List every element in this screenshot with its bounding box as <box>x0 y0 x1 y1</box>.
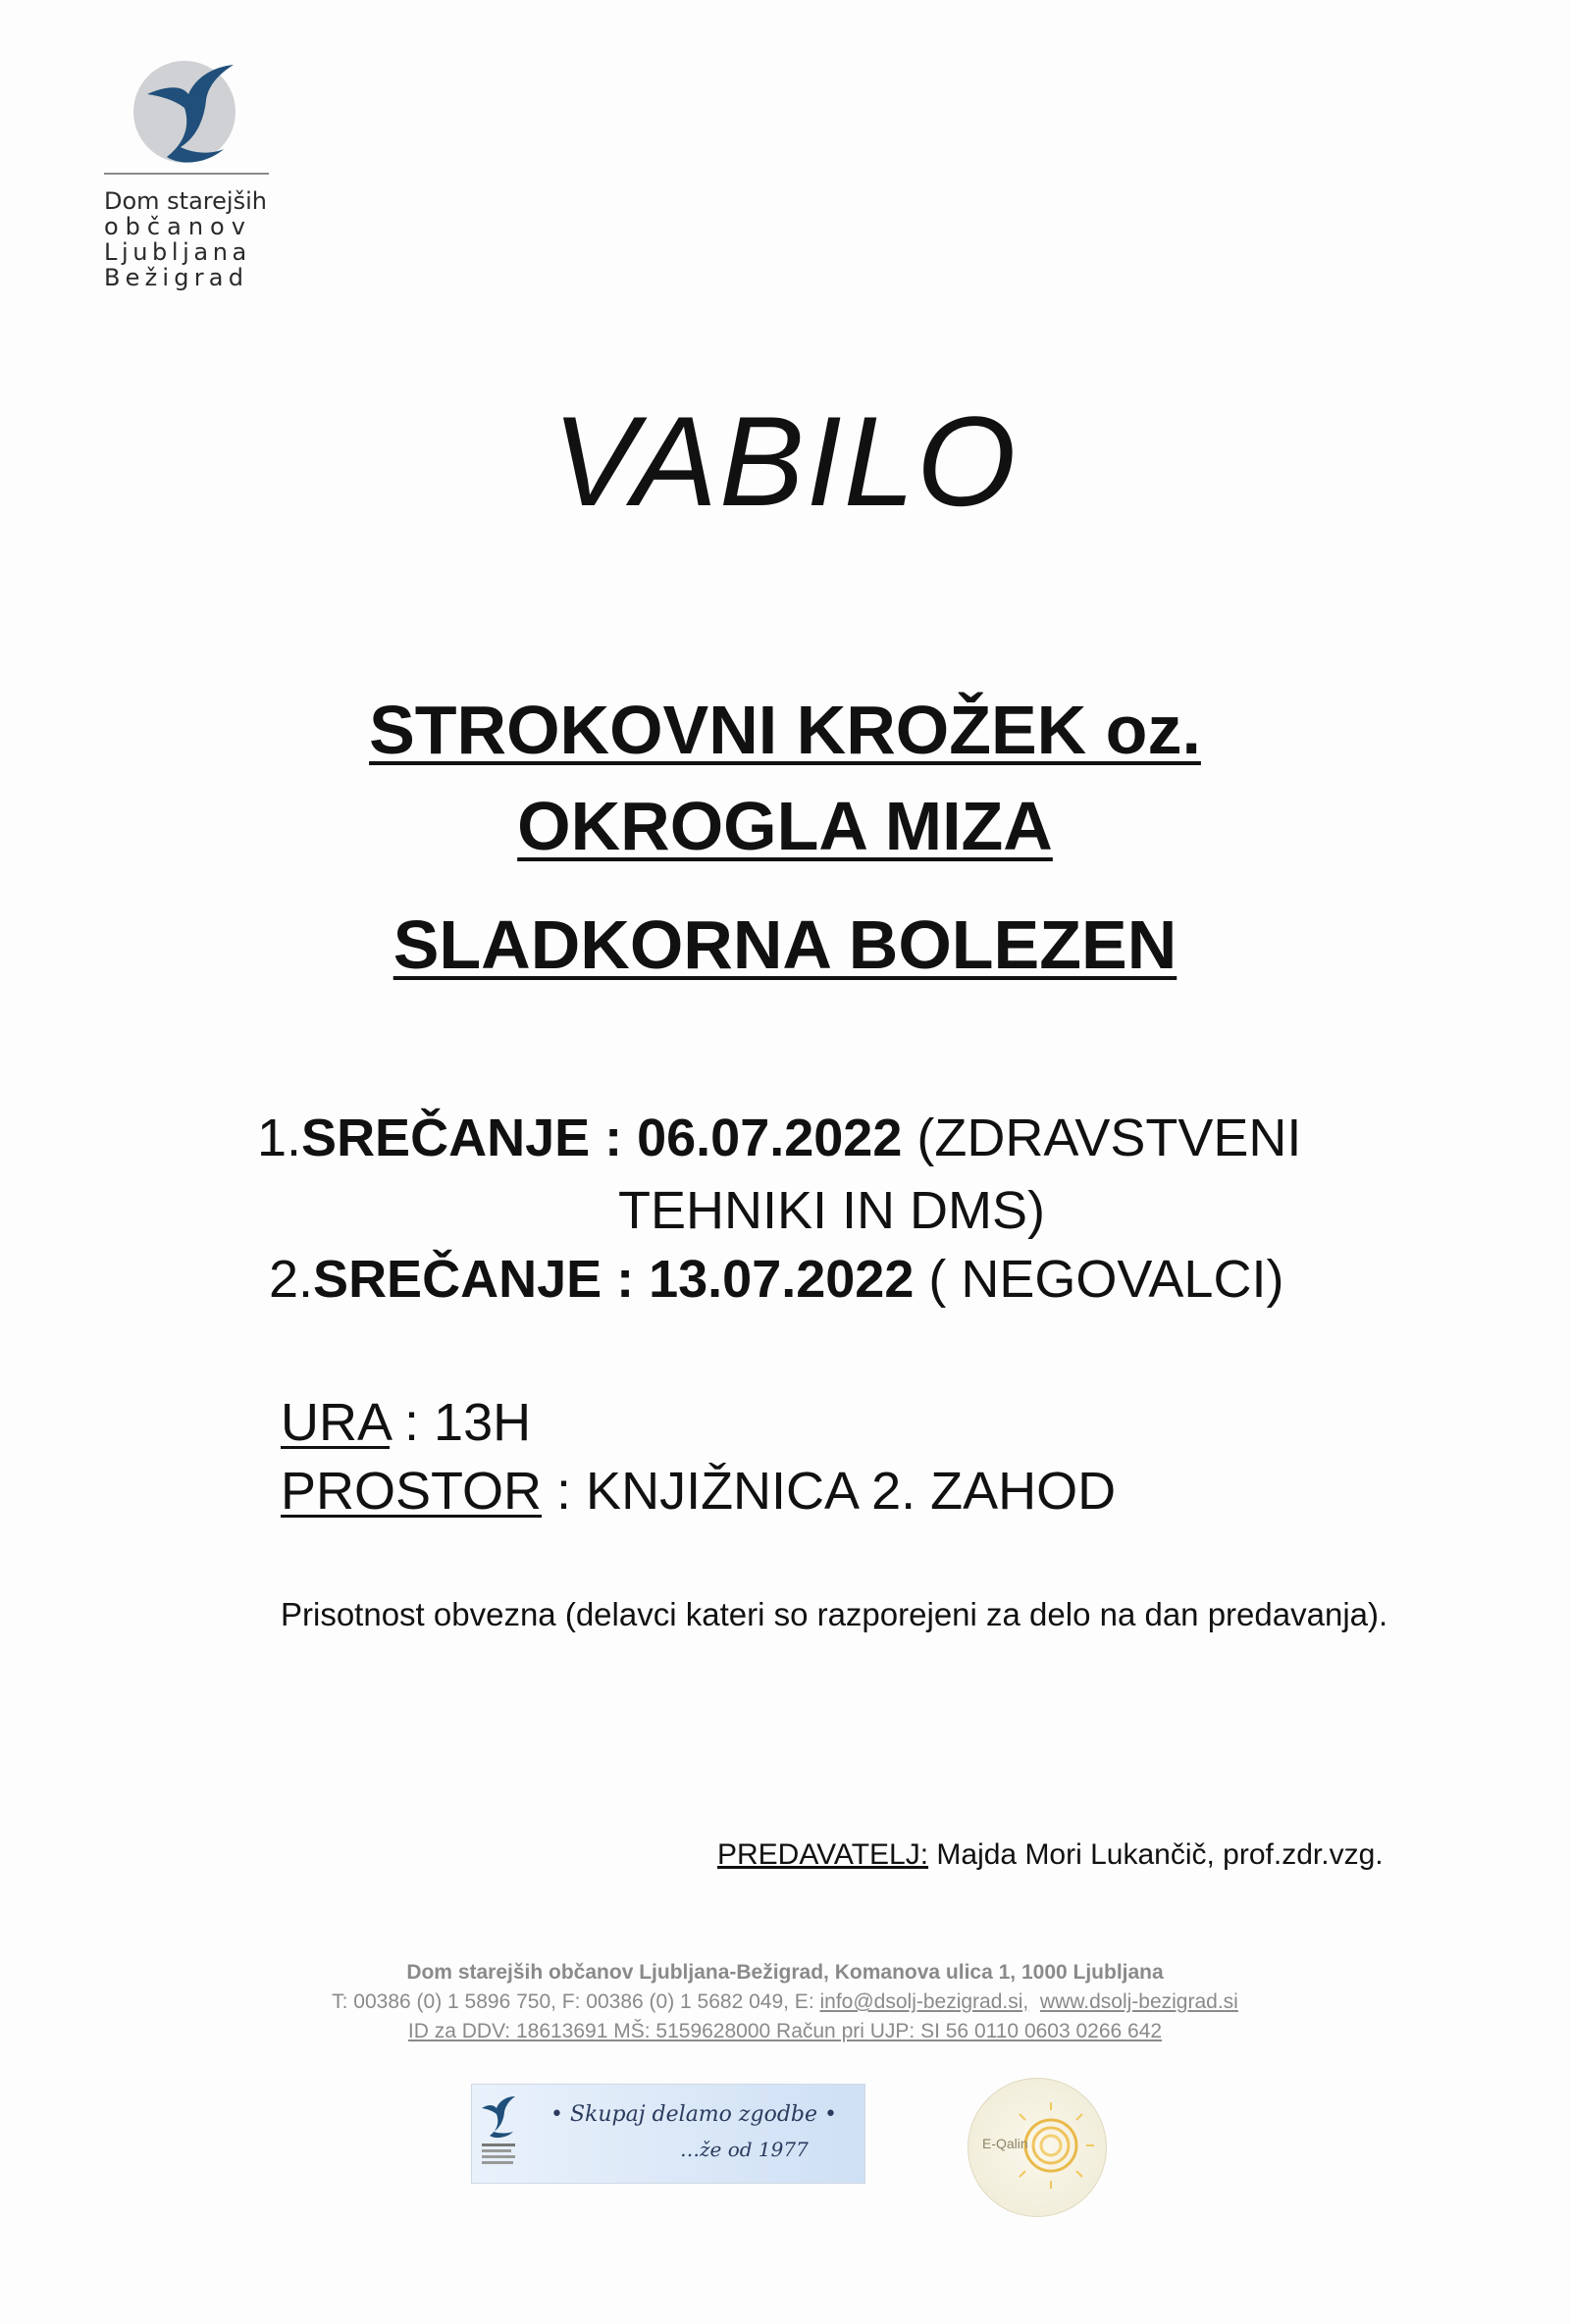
meeting-2-note: ( NEGOVALCI) <box>914 1250 1284 1309</box>
attendance-notice: Prisotnost obvezna (delavci kateri so razporejeni za delo na dan predavanja). <box>281 1596 1388 1632</box>
place-info <box>281 1460 1116 1523</box>
place-label: PROSTOR <box>281 1462 543 1521</box>
meeting-1-note-continued: TEHNIKI IN DMS) <box>618 1181 1046 1240</box>
heading-line-1 <box>0 691 1570 769</box>
meeting-2 <box>269 1248 1283 1311</box>
footer-email-link[interactable]: info@dsolj-bezigrad.si, <box>819 1990 1029 2013</box>
banner-since: …že od 1977 <box>680 2138 809 2161</box>
time-value: : 13H <box>390 1393 532 1452</box>
logo-line-2: občanov <box>104 213 252 240</box>
heading-line-3 <box>0 905 1570 984</box>
heading-line-2 <box>0 787 1570 865</box>
banner-slogan: • Skupaj delamo zgodbe • <box>550 2102 837 2127</box>
e-qalin-seal <box>968 2078 1107 2217</box>
seal-label: E-Qalin <box>982 2136 1028 2151</box>
logo-line-4: Bežigrad <box>104 264 249 291</box>
heading-line-1-text: STROKOVNI KROŽEK oz. <box>369 692 1201 768</box>
meeting-2-number: 2. <box>269 1250 314 1309</box>
lecturer-label: PREDAVATELJ: <box>717 1838 929 1871</box>
slogan-banner <box>471 2084 865 2184</box>
time-info <box>281 1391 531 1454</box>
footer-contact <box>0 1988 1570 2017</box>
lecturer-name: Majda Mori Lukančič, prof.zdr.vzg. <box>928 1838 1384 1871</box>
banner-logo-icon <box>478 2092 521 2175</box>
invitation-title: VABILO <box>551 389 1019 533</box>
meeting-1 <box>257 1107 1301 1169</box>
time-label: URA <box>281 1393 391 1452</box>
footer-tax-ids: ID za DDV: 18613691 MŠ: 5159628000 Račun pri UJP: SI 56 0110 0603 0266 642 <box>407 2020 1163 2042</box>
heading-line-3-text: SLADKORNA BOLEZEN <box>392 906 1178 983</box>
logo-line-1: Dom starejših <box>104 187 267 215</box>
heading-line-2-text: OKROGLA MIZA <box>517 788 1053 864</box>
bird-icon <box>128 47 245 175</box>
meeting-1-note: (ZDRAVSTVENI <box>902 1109 1302 1167</box>
lecturer-line <box>717 1837 1384 1873</box>
place-value: : KNJIŽNICA 2. ZAHOD <box>542 1462 1117 1521</box>
meeting-2-date: SREČANJE : 13.07.2022 <box>313 1250 915 1309</box>
footer-web-link[interactable]: www.dsolj-bezigrad.si <box>1039 1990 1238 2013</box>
logo-circle <box>133 61 236 163</box>
footer-phone-fax: T: 00386 (0) 1 5896 750, F: 00386 (0) 1 5682 049, E: <box>332 1990 820 2013</box>
logo-divider <box>104 173 269 175</box>
meeting-1-date: SREČANJE : 06.07.2022 <box>301 1109 903 1167</box>
footer-address: Dom starejših občanov Ljubljana-Bežigrad, Komanova ulica 1, 1000 Ljubljana <box>406 1961 1164 1984</box>
meeting-1-number: 1. <box>257 1109 302 1167</box>
organization-logo-text <box>104 188 269 290</box>
logo-line-3: Ljubljana <box>104 238 251 266</box>
